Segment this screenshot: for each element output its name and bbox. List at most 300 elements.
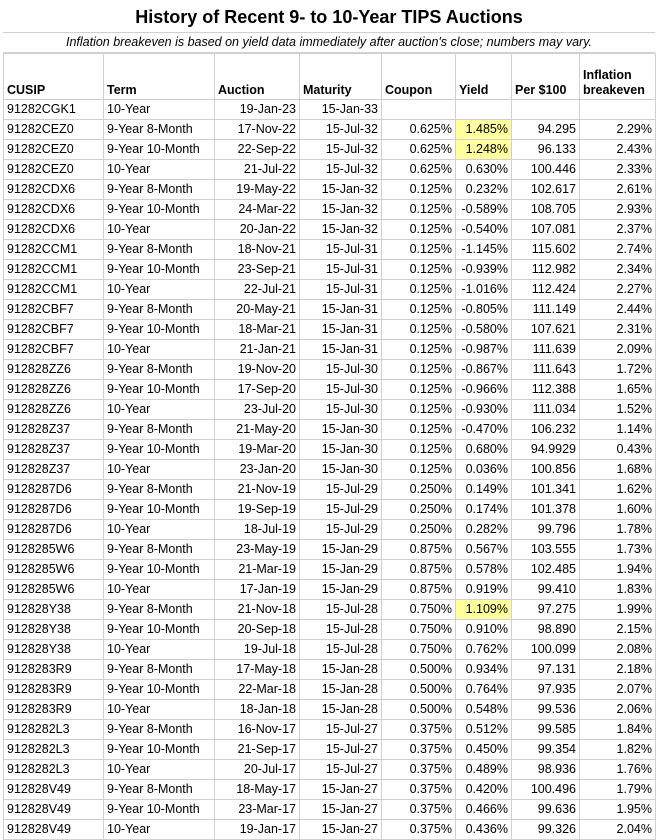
cell-per-100: 94.295 xyxy=(512,120,580,140)
cell-per-100: 103.555 xyxy=(512,540,580,560)
cell-auction-date: 22-Mar-18 xyxy=(215,680,300,700)
table-row xyxy=(4,420,656,440)
cell-yield: -0.939% xyxy=(456,260,512,280)
cell-term: 9-Year 10-Month xyxy=(104,680,215,700)
cell-auction-date: 19-Mar-20 xyxy=(215,440,300,460)
cell-per-100: 99.796 xyxy=(512,520,580,540)
cell-inflation-breakeven: 1.82% xyxy=(580,740,656,760)
cell-per-100: 100.856 xyxy=(512,460,580,480)
cell-term: 9-Year 10-Month xyxy=(104,140,215,160)
cell-cusip: 912828Y38 xyxy=(4,640,104,660)
cell-yield: -0.867% xyxy=(456,360,512,380)
cell-maturity-date: 15-Jan-32 xyxy=(300,220,382,240)
cell-auction-date: 19-Jul-18 xyxy=(215,640,300,660)
cell-auction-date: 20-Jan-22 xyxy=(215,220,300,240)
table-row xyxy=(4,800,656,820)
cell-cusip: 91282CGK1 xyxy=(4,100,104,120)
cell-auction-date: 21-Nov-19 xyxy=(215,480,300,500)
table-row xyxy=(4,260,656,280)
cell-auction-date: 17-May-18 xyxy=(215,660,300,680)
cell-cusip: 912828V49 xyxy=(4,800,104,820)
cell-per-100: 112.424 xyxy=(512,280,580,300)
cell-coupon: 0.375% xyxy=(382,720,456,740)
cell-coupon: 0.750% xyxy=(382,600,456,620)
cell-inflation-breakeven: 2.06% xyxy=(580,700,656,720)
cell-cusip: 91282CBF7 xyxy=(4,300,104,320)
cell-coupon: 0.125% xyxy=(382,340,456,360)
cell-per-100: 107.621 xyxy=(512,320,580,340)
cell-auction-date: 21-Jan-21 xyxy=(215,340,300,360)
cell-maturity-date: 15-Jul-31 xyxy=(300,240,382,260)
cell-maturity-date: 15-Jul-28 xyxy=(300,600,382,620)
cell-coupon: 0.875% xyxy=(382,560,456,580)
cell-maturity-date: 15-Jul-29 xyxy=(300,500,382,520)
table-row xyxy=(4,700,656,720)
cell-yield: 0.436% xyxy=(456,820,512,840)
cell-maturity-date: 15-Jul-27 xyxy=(300,760,382,780)
table-row xyxy=(4,120,656,140)
header-cusip: CUSIP xyxy=(4,54,104,100)
cell-term: 9-Year 8-Month xyxy=(104,420,215,440)
cell-yield: 0.762% xyxy=(456,640,512,660)
cell-inflation-breakeven: 1.76% xyxy=(580,760,656,780)
cell-term: 9-Year 10-Month xyxy=(104,200,215,220)
cell-inflation-breakeven: 2.93% xyxy=(580,200,656,220)
cell-term: 9-Year 8-Month xyxy=(104,240,215,260)
cell-yield: 1.248% xyxy=(456,140,512,160)
table-row xyxy=(4,560,656,580)
cell-per-100: 106.232 xyxy=(512,420,580,440)
cell-inflation-breakeven: 1.72% xyxy=(580,360,656,380)
header-row xyxy=(4,54,656,100)
cell-yield: 0.934% xyxy=(456,660,512,680)
header-auction: Auction xyxy=(215,54,300,100)
cell-cusip: 912828ZZ6 xyxy=(4,380,104,400)
cell-coupon: 0.375% xyxy=(382,780,456,800)
cell-auction-date: 21-Nov-18 xyxy=(215,600,300,620)
cell-cusip: 91282CDX6 xyxy=(4,200,104,220)
cell-auction-date: 22-Jul-21 xyxy=(215,280,300,300)
cell-inflation-breakeven: 2.09% xyxy=(580,340,656,360)
cell-coupon: 0.625% xyxy=(382,120,456,140)
cell-term: 10-Year xyxy=(104,220,215,240)
cell-auction-date: 18-Jan-18 xyxy=(215,700,300,720)
cell-auction-date: 23-Jul-20 xyxy=(215,400,300,420)
table-row xyxy=(4,240,656,260)
cell-term: 10-Year xyxy=(104,640,215,660)
cell-inflation-breakeven: 2.31% xyxy=(580,320,656,340)
cell-cusip: 912828Y38 xyxy=(4,620,104,640)
cell-yield: -1.016% xyxy=(456,280,512,300)
cell-term: 9-Year 8-Month xyxy=(104,360,215,380)
cell-yield: 0.149% xyxy=(456,480,512,500)
cell-cusip: 9128287D6 xyxy=(4,480,104,500)
cell-inflation-breakeven: 1.52% xyxy=(580,400,656,420)
cell-auction-date: 20-Sep-18 xyxy=(215,620,300,640)
cell-maturity-date: 15-Jul-28 xyxy=(300,640,382,660)
cell-term: 10-Year xyxy=(104,580,215,600)
cell-yield: 0.489% xyxy=(456,760,512,780)
cell-cusip: 9128282L3 xyxy=(4,720,104,740)
cell-maturity-date: 15-Jul-29 xyxy=(300,480,382,500)
cell-yield: -0.470% xyxy=(456,420,512,440)
cell-term: 9-Year 10-Month xyxy=(104,500,215,520)
cell-coupon: 0.125% xyxy=(382,360,456,380)
cell-term: 9-Year 8-Month xyxy=(104,480,215,500)
cell-yield xyxy=(456,100,512,120)
header-yield: Yield xyxy=(456,54,512,100)
cell-cusip: 91282CEZ0 xyxy=(4,140,104,160)
cell-per-100: 107.081 xyxy=(512,220,580,240)
table-title: History of Recent 9- to 10-Year TIPS Auctions xyxy=(135,7,523,27)
cell-maturity-date: 15-Jan-31 xyxy=(300,300,382,320)
spreadsheet xyxy=(3,0,655,840)
cell-inflation-breakeven: 2.18% xyxy=(580,660,656,680)
cell-cusip: 912828Z37 xyxy=(4,420,104,440)
cell-coupon: 0.125% xyxy=(382,420,456,440)
cell-per-100: 99.536 xyxy=(512,700,580,720)
cell-cusip: 91282CDX6 xyxy=(4,180,104,200)
cell-auction-date: 21-Sep-17 xyxy=(215,740,300,760)
cell-coupon: 0.375% xyxy=(382,820,456,840)
cell-auction-date: 18-Mar-21 xyxy=(215,320,300,340)
cell-auction-date: 23-Jan-20 xyxy=(215,460,300,480)
cell-coupon: 0.125% xyxy=(382,460,456,480)
cell-coupon: 0.500% xyxy=(382,660,456,680)
cell-yield: -0.805% xyxy=(456,300,512,320)
table-row xyxy=(4,760,656,780)
cell-inflation-breakeven: 2.07% xyxy=(580,680,656,700)
cell-term: 9-Year 10-Month xyxy=(104,800,215,820)
header-term: Term xyxy=(104,54,215,100)
cell-coupon: 0.500% xyxy=(382,680,456,700)
cell-maturity-date: 15-Jan-27 xyxy=(300,800,382,820)
cell-auction-date: 18-May-17 xyxy=(215,780,300,800)
table-row xyxy=(4,520,656,540)
cell-yield: 0.232% xyxy=(456,180,512,200)
cell-auction-date: 20-Jul-17 xyxy=(215,760,300,780)
table-row xyxy=(4,720,656,740)
cell-term: 10-Year xyxy=(104,160,215,180)
cell-per-100: 112.982 xyxy=(512,260,580,280)
cell-coupon: 0.125% xyxy=(382,240,456,260)
table-row xyxy=(4,140,656,160)
cell-term: 10-Year xyxy=(104,760,215,780)
cell-maturity-date: 15-Jan-30 xyxy=(300,420,382,440)
table-row xyxy=(4,740,656,760)
cell-coupon: 0.125% xyxy=(382,440,456,460)
cell-yield: 0.420% xyxy=(456,780,512,800)
table-row xyxy=(4,100,656,120)
table-row xyxy=(4,400,656,420)
cell-maturity-date: 15-Jan-28 xyxy=(300,660,382,680)
cell-term: 9-Year 10-Month xyxy=(104,440,215,460)
cell-maturity-date: 15-Jul-32 xyxy=(300,160,382,180)
cell-yield: -0.987% xyxy=(456,340,512,360)
cell-coupon: 0.375% xyxy=(382,760,456,780)
cell-inflation-breakeven: 2.34% xyxy=(580,260,656,280)
cell-per-100: 108.705 xyxy=(512,200,580,220)
cell-auction-date: 21-Jul-22 xyxy=(215,160,300,180)
cell-per-100: 111.149 xyxy=(512,300,580,320)
cell-term: 9-Year 8-Month xyxy=(104,120,215,140)
cell-cusip: 91282CBF7 xyxy=(4,340,104,360)
cell-coupon: 0.750% xyxy=(382,640,456,660)
cell-per-100: 99.636 xyxy=(512,800,580,820)
cell-maturity-date: 15-Jul-28 xyxy=(300,620,382,640)
cell-auction-date: 21-Mar-19 xyxy=(215,560,300,580)
table-row xyxy=(4,160,656,180)
table-row xyxy=(4,360,656,380)
header-inflation-breakeven: Inflation breakeven xyxy=(580,54,656,100)
cell-maturity-date: 15-Jan-27 xyxy=(300,820,382,840)
cell-cusip: 912828ZZ6 xyxy=(4,400,104,420)
cell-term: 9-Year 10-Month xyxy=(104,260,215,280)
cell-term: 9-Year 8-Month xyxy=(104,780,215,800)
cell-maturity-date: 15-Jan-31 xyxy=(300,340,382,360)
cell-yield: -0.540% xyxy=(456,220,512,240)
table-row xyxy=(4,500,656,520)
cell-cusip: 91282CCM1 xyxy=(4,240,104,260)
cell-yield: 0.919% xyxy=(456,580,512,600)
cell-auction-date: 19-Sep-19 xyxy=(215,500,300,520)
cell-term: 9-Year 10-Month xyxy=(104,560,215,580)
table-row xyxy=(4,460,656,480)
cell-maturity-date: 15-Jan-29 xyxy=(300,580,382,600)
cell-term: 10-Year xyxy=(104,340,215,360)
cell-cusip: 9128283R9 xyxy=(4,700,104,720)
cell-maturity-date: 15-Jul-32 xyxy=(300,120,382,140)
cell-cusip: 9128287D6 xyxy=(4,500,104,520)
table-row xyxy=(4,620,656,640)
cell-yield: -0.589% xyxy=(456,200,512,220)
cell-auction-date: 23-Sep-21 xyxy=(215,260,300,280)
cell-cusip: 9128287D6 xyxy=(4,520,104,540)
cell-coupon: 0.125% xyxy=(382,400,456,420)
cell-maturity-date: 15-Jul-27 xyxy=(300,740,382,760)
table-row xyxy=(4,180,656,200)
cell-per-100: 102.617 xyxy=(512,180,580,200)
cell-maturity-date: 15-Jan-30 xyxy=(300,460,382,480)
cell-maturity-date: 15-Jan-28 xyxy=(300,680,382,700)
cell-coupon: 0.500% xyxy=(382,700,456,720)
table-row xyxy=(4,340,656,360)
cell-inflation-breakeven: 0.43% xyxy=(580,440,656,460)
cell-cusip: 912828Y38 xyxy=(4,600,104,620)
cell-per-100: 99.354 xyxy=(512,740,580,760)
cell-term: 9-Year 10-Month xyxy=(104,740,215,760)
cell-term: 9-Year 10-Month xyxy=(104,620,215,640)
cell-inflation-breakeven: 2.08% xyxy=(580,640,656,660)
cell-inflation-breakeven: 2.37% xyxy=(580,220,656,240)
table-row xyxy=(4,540,656,560)
cell-inflation-breakeven: 1.65% xyxy=(580,380,656,400)
cell-coupon: 0.125% xyxy=(382,200,456,220)
table-row xyxy=(4,380,656,400)
cell-per-100: 99.326 xyxy=(512,820,580,840)
cell-inflation-breakeven: 2.04% xyxy=(580,820,656,840)
cell-coupon: 0.875% xyxy=(382,580,456,600)
cell-auction-date: 18-Jul-19 xyxy=(215,520,300,540)
cell-cusip: 91282CEZ0 xyxy=(4,120,104,140)
table-row xyxy=(4,580,656,600)
cell-yield: 0.466% xyxy=(456,800,512,820)
cell-coupon: 0.125% xyxy=(382,180,456,200)
cell-maturity-date: 15-Jan-31 xyxy=(300,320,382,340)
cell-coupon: 0.125% xyxy=(382,280,456,300)
cell-per-100: 100.099 xyxy=(512,640,580,660)
cell-auction-date: 18-Nov-21 xyxy=(215,240,300,260)
cell-coupon: 0.875% xyxy=(382,540,456,560)
cell-per-100: 96.133 xyxy=(512,140,580,160)
cell-coupon: 0.125% xyxy=(382,320,456,340)
table-row xyxy=(4,300,656,320)
cell-inflation-breakeven: 1.99% xyxy=(580,600,656,620)
cell-term: 10-Year xyxy=(104,520,215,540)
table-row xyxy=(4,440,656,460)
cell-maturity-date: 15-Jan-29 xyxy=(300,540,382,560)
cell-inflation-breakeven: 1.14% xyxy=(580,420,656,440)
table-row xyxy=(4,480,656,500)
cell-term: 9-Year 10-Month xyxy=(104,380,215,400)
cell-per-100: 115.602 xyxy=(512,240,580,260)
cell-maturity-date: 15-Jul-30 xyxy=(300,360,382,380)
cell-coupon: 0.625% xyxy=(382,140,456,160)
cell-inflation-breakeven xyxy=(580,100,656,120)
cell-per-100: 101.341 xyxy=(512,480,580,500)
table-row xyxy=(4,220,656,240)
cell-yield: 0.548% xyxy=(456,700,512,720)
cell-per-100: 94.9929 xyxy=(512,440,580,460)
cell-cusip: 9128285W6 xyxy=(4,580,104,600)
cell-yield: 0.174% xyxy=(456,500,512,520)
cell-per-100: 99.585 xyxy=(512,720,580,740)
cell-auction-date: 24-Mar-22 xyxy=(215,200,300,220)
cell-inflation-breakeven: 1.79% xyxy=(580,780,656,800)
cell-term: 10-Year xyxy=(104,820,215,840)
cell-inflation-breakeven: 2.44% xyxy=(580,300,656,320)
header-per-100: Per $100 xyxy=(512,54,580,100)
cell-cusip: 9128283R9 xyxy=(4,660,104,680)
cell-term: 9-Year 8-Month xyxy=(104,300,215,320)
cell-yield: 0.578% xyxy=(456,560,512,580)
cell-yield: 0.680% xyxy=(456,440,512,460)
cell-per-100: 97.131 xyxy=(512,660,580,680)
cell-auction-date: 16-Nov-17 xyxy=(215,720,300,740)
cell-per-100: 100.446 xyxy=(512,160,580,180)
table-row xyxy=(4,780,656,800)
cell-cusip: 91282CEZ0 xyxy=(4,160,104,180)
cell-per-100: 102.485 xyxy=(512,560,580,580)
table-row xyxy=(4,820,656,840)
cell-inflation-breakeven: 1.78% xyxy=(580,520,656,540)
cell-maturity-date: 15-Jan-32 xyxy=(300,180,382,200)
cell-maturity-date: 15-Jan-27 xyxy=(300,780,382,800)
cell-inflation-breakeven: 1.95% xyxy=(580,800,656,820)
cell-per-100: 99.410 xyxy=(512,580,580,600)
cell-cusip: 9128282L3 xyxy=(4,740,104,760)
cell-maturity-date: 15-Jul-31 xyxy=(300,280,382,300)
cell-per-100: 111.643 xyxy=(512,360,580,380)
cell-term: 9-Year 8-Month xyxy=(104,720,215,740)
cell-auction-date: 19-Jan-23 xyxy=(215,100,300,120)
cell-coupon: 0.125% xyxy=(382,260,456,280)
cell-yield: 0.910% xyxy=(456,620,512,640)
cell-yield: 0.630% xyxy=(456,160,512,180)
cell-per-100: 98.936 xyxy=(512,760,580,780)
cell-cusip: 91282CCM1 xyxy=(4,280,104,300)
cell-maturity-date: 15-Jul-30 xyxy=(300,380,382,400)
cell-per-100: 101.378 xyxy=(512,500,580,520)
cell-auction-date: 21-May-20 xyxy=(215,420,300,440)
cell-inflation-breakeven: 1.68% xyxy=(580,460,656,480)
cell-cusip: 91282CDX6 xyxy=(4,220,104,240)
cell-inflation-breakeven: 1.73% xyxy=(580,540,656,560)
cell-auction-date: 23-May-19 xyxy=(215,540,300,560)
cell-term: 10-Year xyxy=(104,280,215,300)
cell-inflation-breakeven: 1.94% xyxy=(580,560,656,580)
table-row xyxy=(4,680,656,700)
cell-per-100: 98.890 xyxy=(512,620,580,640)
cell-auction-date: 23-Mar-17 xyxy=(215,800,300,820)
cell-yield: 0.567% xyxy=(456,540,512,560)
cell-maturity-date: 15-Jan-30 xyxy=(300,440,382,460)
cell-inflation-breakeven: 2.74% xyxy=(580,240,656,260)
cell-auction-date: 17-Nov-22 xyxy=(215,120,300,140)
cell-yield: -0.580% xyxy=(456,320,512,340)
cell-cusip: 912828ZZ6 xyxy=(4,360,104,380)
cell-yield: -1.145% xyxy=(456,240,512,260)
cell-maturity-date: 15-Jan-28 xyxy=(300,700,382,720)
cell-cusip: 9128285W6 xyxy=(4,540,104,560)
cell-inflation-breakeven: 2.27% xyxy=(580,280,656,300)
cell-yield: 0.450% xyxy=(456,740,512,760)
cell-auction-date: 19-Nov-20 xyxy=(215,360,300,380)
cell-term: 10-Year xyxy=(104,460,215,480)
cell-auction-date: 22-Sep-22 xyxy=(215,140,300,160)
cell-cusip: 912828Z37 xyxy=(4,460,104,480)
cell-auction-date: 17-Sep-20 xyxy=(215,380,300,400)
cell-inflation-breakeven: 1.83% xyxy=(580,580,656,600)
cell-inflation-breakeven: 2.43% xyxy=(580,140,656,160)
table-row xyxy=(4,320,656,340)
cell-inflation-breakeven: 2.29% xyxy=(580,120,656,140)
cell-per-100: 97.275 xyxy=(512,600,580,620)
cell-term: 10-Year xyxy=(104,700,215,720)
header-maturity: Maturity xyxy=(300,54,382,100)
cell-maturity-date: 15-Jan-29 xyxy=(300,560,382,580)
cell-cusip: 91282CBF7 xyxy=(4,320,104,340)
cell-auction-date: 19-May-22 xyxy=(215,180,300,200)
cell-per-100 xyxy=(512,100,580,120)
cell-yield: 0.512% xyxy=(456,720,512,740)
cell-inflation-breakeven: 2.33% xyxy=(580,160,656,180)
cell-inflation-breakeven: 1.62% xyxy=(580,480,656,500)
cell-cusip: 912828V49 xyxy=(4,820,104,840)
table-row xyxy=(4,640,656,660)
cell-coupon: 0.125% xyxy=(382,300,456,320)
cell-term: 10-Year xyxy=(104,400,215,420)
cell-cusip: 9128282L3 xyxy=(4,760,104,780)
cell-inflation-breakeven: 2.15% xyxy=(580,620,656,640)
table-row xyxy=(4,280,656,300)
cell-cusip: 9128283R9 xyxy=(4,680,104,700)
cell-coupon: 0.375% xyxy=(382,800,456,820)
cell-maturity-date: 15-Jan-32 xyxy=(300,200,382,220)
cell-term: 9-Year 8-Month xyxy=(104,180,215,200)
cell-inflation-breakeven: 1.84% xyxy=(580,720,656,740)
header-coupon: Coupon xyxy=(382,54,456,100)
